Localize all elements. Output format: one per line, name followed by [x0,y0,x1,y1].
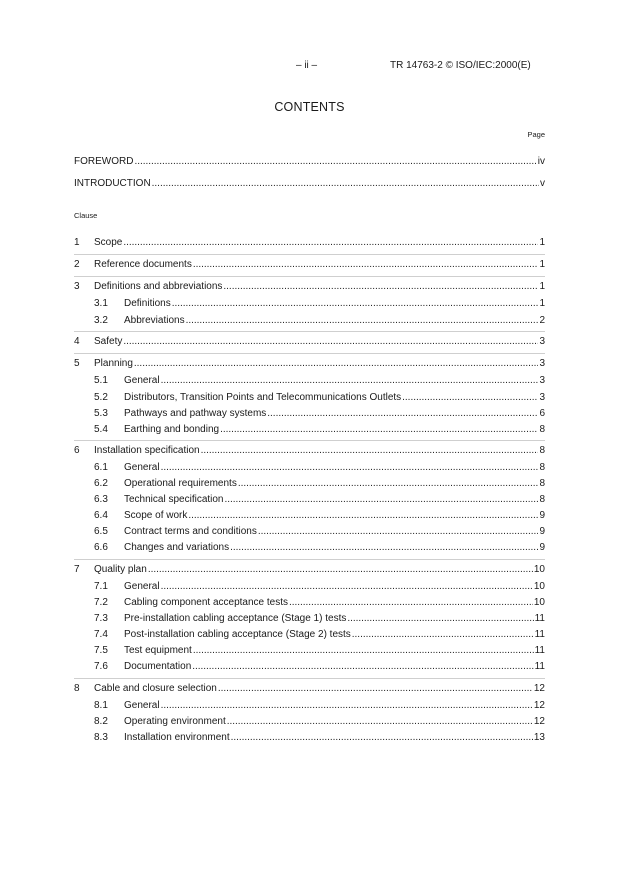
toc-entry-page: 3 [539,375,545,386]
toc-clause-entry[interactable] [74,683,545,695]
clause-separator [74,678,545,679]
toc-entry-label: Operating environment [124,716,226,727]
toc-entry-page: iv [537,156,545,167]
toc-entry-page: 1 [539,298,545,309]
toc-entry-page: 8 [539,445,545,456]
toc-leader-dots [161,462,539,474]
toc-leader-dots [258,526,539,538]
toc-entry-page: 3 [539,336,545,347]
clause-separator [74,276,545,277]
toc-entry-page: 12 [533,716,545,727]
toc-entry-label: Cabling component acceptance tests [124,597,288,608]
toc-entry-page: 11 [534,645,545,656]
toc-entry-number: 4 [74,336,80,347]
toc-subclause-entry[interactable] [94,581,545,593]
toc-entry-number: 3.1 [94,298,108,309]
toc-subclause-entry[interactable] [94,478,545,490]
toc-entry-page: 3 [539,358,545,369]
toc-entry-page: 9 [539,510,545,521]
toc-leader-dots [134,156,536,168]
toc-entry-label: Post-installation cabling acceptance (Stage 2) tests [124,629,351,640]
toc-subclause-entry[interactable] [94,597,545,609]
toc-subclause-entry[interactable] [94,408,545,420]
toc-subclause-entry[interactable] [94,645,545,657]
toc-entry-number: 5.4 [94,424,108,435]
toc-entry-page: 12 [533,683,545,694]
page-title: CONTENTS [274,100,345,114]
toc-entry-page: v [540,178,545,189]
toc-entry-number: 3 [74,281,80,292]
toc-entry-label: Installation specification [94,445,200,456]
toc-subclause-entry[interactable] [94,375,545,387]
toc-subclause-entry[interactable] [94,462,545,474]
toc-entry-page: 11 [534,629,545,640]
toc-entry-page: 13 [533,732,545,743]
toc-entry-label: General [124,375,160,386]
toc-leader-dots [193,259,539,271]
toc-entry-number: 3.2 [94,315,108,326]
toc-entry-label: Technical specification [124,494,224,505]
toc-subclause-entry[interactable] [94,700,545,712]
toc-entry-page: 9 [539,542,545,553]
toc-entry-label: Quality plan [94,564,147,575]
toc-leader-dots [220,424,538,436]
toc-entry-number: 7.5 [94,645,108,656]
toc-leader-dots [352,629,534,641]
toc-entry-number: 8.3 [94,732,108,743]
toc-leader-dots [192,661,533,673]
toc-entry-number: 8 [74,683,80,694]
toc-leader-dots [201,445,539,457]
toc-entry-number: 6.2 [94,478,108,489]
toc-entry-page: 12 [533,700,545,711]
toc-entry-label: Safety [94,336,123,347]
toc-entry-label: FOREWORD [74,156,134,167]
toc-subclause-entry[interactable] [94,629,545,641]
toc-clause-entry[interactable] [74,237,545,249]
toc-leader-dots [161,375,539,387]
clause-separator [74,353,545,354]
toc-leader-dots [148,564,533,576]
toc-entry-number: 8.2 [94,716,108,727]
toc-leader-dots [402,392,538,404]
toc-entry-page: 1 [539,237,545,248]
toc-entry-label: Installation environment [124,732,230,743]
toc-leader-dots [193,645,534,657]
toc-leader-dots [123,237,538,249]
toc-entry-number: 6 [74,445,80,456]
toc-clause-entry[interactable] [74,564,545,576]
toc-leader-dots [172,298,539,310]
toc-subclause-entry[interactable] [94,494,545,506]
clause-separator [74,440,545,441]
toc-leader-dots [134,358,539,370]
toc-clause-entry[interactable] [74,281,545,293]
toc-front-entry[interactable] [74,156,545,168]
toc-leader-dots [188,510,538,522]
toc-entry-label: Pre-installation cabling acceptance (Stage 1) tests [124,613,347,624]
toc-leader-dots [347,613,533,625]
toc-entry-number: 6.1 [94,462,108,473]
toc-entry-label: General [124,581,160,592]
toc-entry-page: 10 [533,581,545,592]
toc-entry-page: 6 [539,408,545,419]
toc-leader-dots [123,336,538,348]
toc-leader-dots [227,716,533,728]
toc-entry-label: Distributors, Transition Points and Telecommunications Outlets [124,392,402,403]
toc-entry-label: Reference documents [94,259,192,270]
toc-entry-page: 8 [539,494,545,505]
toc-entry-number: 7.4 [94,629,108,640]
toc-entry-page: 8 [539,478,545,489]
toc-leader-dots [218,683,533,695]
toc-entry-page: 1 [539,259,545,270]
toc-entry-page: 10 [533,564,545,575]
toc-entry-page: 9 [539,526,545,537]
toc-entry-label: Operational requirements [124,478,237,489]
toc-entry-label: Cable and closure selection [94,683,217,694]
toc-entry-number: 8.1 [94,700,108,711]
toc-entry-page: 10 [533,597,545,608]
toc-entry-label: Earthing and bonding [124,424,220,435]
toc-entry-label: General [124,462,160,473]
toc-entry-page: 11 [534,613,545,624]
toc-leader-dots [161,700,533,712]
toc-entry-number: 7.6 [94,661,108,672]
toc-entry-label: Planning [94,358,133,369]
toc-entry-page: 11 [534,661,545,672]
toc-leader-dots [161,581,533,593]
page-column-label: Page [527,130,545,139]
toc-entry-page: 2 [539,315,545,326]
toc-entry-page: 8 [539,424,545,435]
toc-leader-dots [289,597,533,609]
toc-entry-number: 7.2 [94,597,108,608]
toc-entry-label: INTRODUCTION [74,178,151,189]
toc-entry-number: 7.1 [94,581,108,592]
toc-subclause-entry[interactable] [94,613,545,625]
toc-entry-number: 5.2 [94,392,108,403]
toc-subclause-entry[interactable] [94,392,545,404]
toc-entry-page: 3 [539,392,545,403]
toc-entry-label: Scope of work [124,510,188,521]
toc-clause-entry[interactable] [74,358,545,370]
toc-subclause-entry[interactable] [94,526,545,538]
toc-entry-number: 6.6 [94,542,108,553]
toc-entry-label: Test equipment [124,645,192,656]
toc-leader-dots [230,542,538,554]
clause-separator [74,559,545,560]
toc-entry-label: Abbreviations [124,315,185,326]
toc-subclause-entry[interactable] [94,510,545,522]
toc-entry-number: 6.5 [94,526,108,537]
toc-entry-number: 2 [74,259,80,270]
toc-entry-label: Contract terms and conditions [124,526,257,537]
clause-separator [74,254,545,255]
toc-entry-number: 5 [74,358,80,369]
toc-subclause-entry[interactable] [94,716,545,728]
toc-entry-number: 7.3 [94,613,108,624]
toc-subclause-entry[interactable] [94,661,545,673]
toc-subclause-entry[interactable] [94,424,545,436]
toc-leader-dots [225,494,539,506]
toc-subclause-entry[interactable] [94,315,545,327]
toc-clause-entry[interactable] [74,445,545,457]
toc-subclause-entry[interactable] [94,732,545,744]
toc-entry-page: 1 [539,281,545,292]
toc-entry-number: 5.3 [94,408,108,419]
toc-entry-label: Scope [94,237,123,248]
toc-entry-number: 1 [74,237,80,248]
toc-leader-dots [231,732,533,744]
toc-entry-label: Pathways and pathway systems [124,408,267,419]
toc-entry-label: Documentation [124,661,192,672]
toc-entry-label: General [124,700,160,711]
toc-front-entry[interactable] [74,178,545,190]
toc-subclause-entry[interactable] [94,298,545,310]
toc-entry-page: 8 [539,462,545,473]
toc-entry-label: Definitions [124,298,171,309]
toc-leader-dots [152,178,539,190]
toc-entry-label: Changes and variations [124,542,230,553]
toc-subclause-entry[interactable] [94,542,545,554]
toc-leader-dots [223,281,538,293]
toc-entry-label: Definitions and abbreviations [94,281,223,292]
toc-leader-dots [238,478,539,490]
standard-reference: TR 14763-2 © ISO/IEC:2000(E) [390,60,531,71]
toc-clause-entry[interactable] [74,336,545,348]
toc-clause-entry[interactable] [74,259,545,271]
page-number: – ii – [296,60,318,71]
toc-entry-number: 5.1 [94,375,108,386]
toc-entry-number: 6.4 [94,510,108,521]
clause-label: Clause [74,211,98,220]
toc-leader-dots [186,315,539,327]
clause-separator [74,331,545,332]
toc-leader-dots [267,408,538,420]
toc-entry-number: 6.3 [94,494,108,505]
toc-entry-number: 7 [74,564,80,575]
